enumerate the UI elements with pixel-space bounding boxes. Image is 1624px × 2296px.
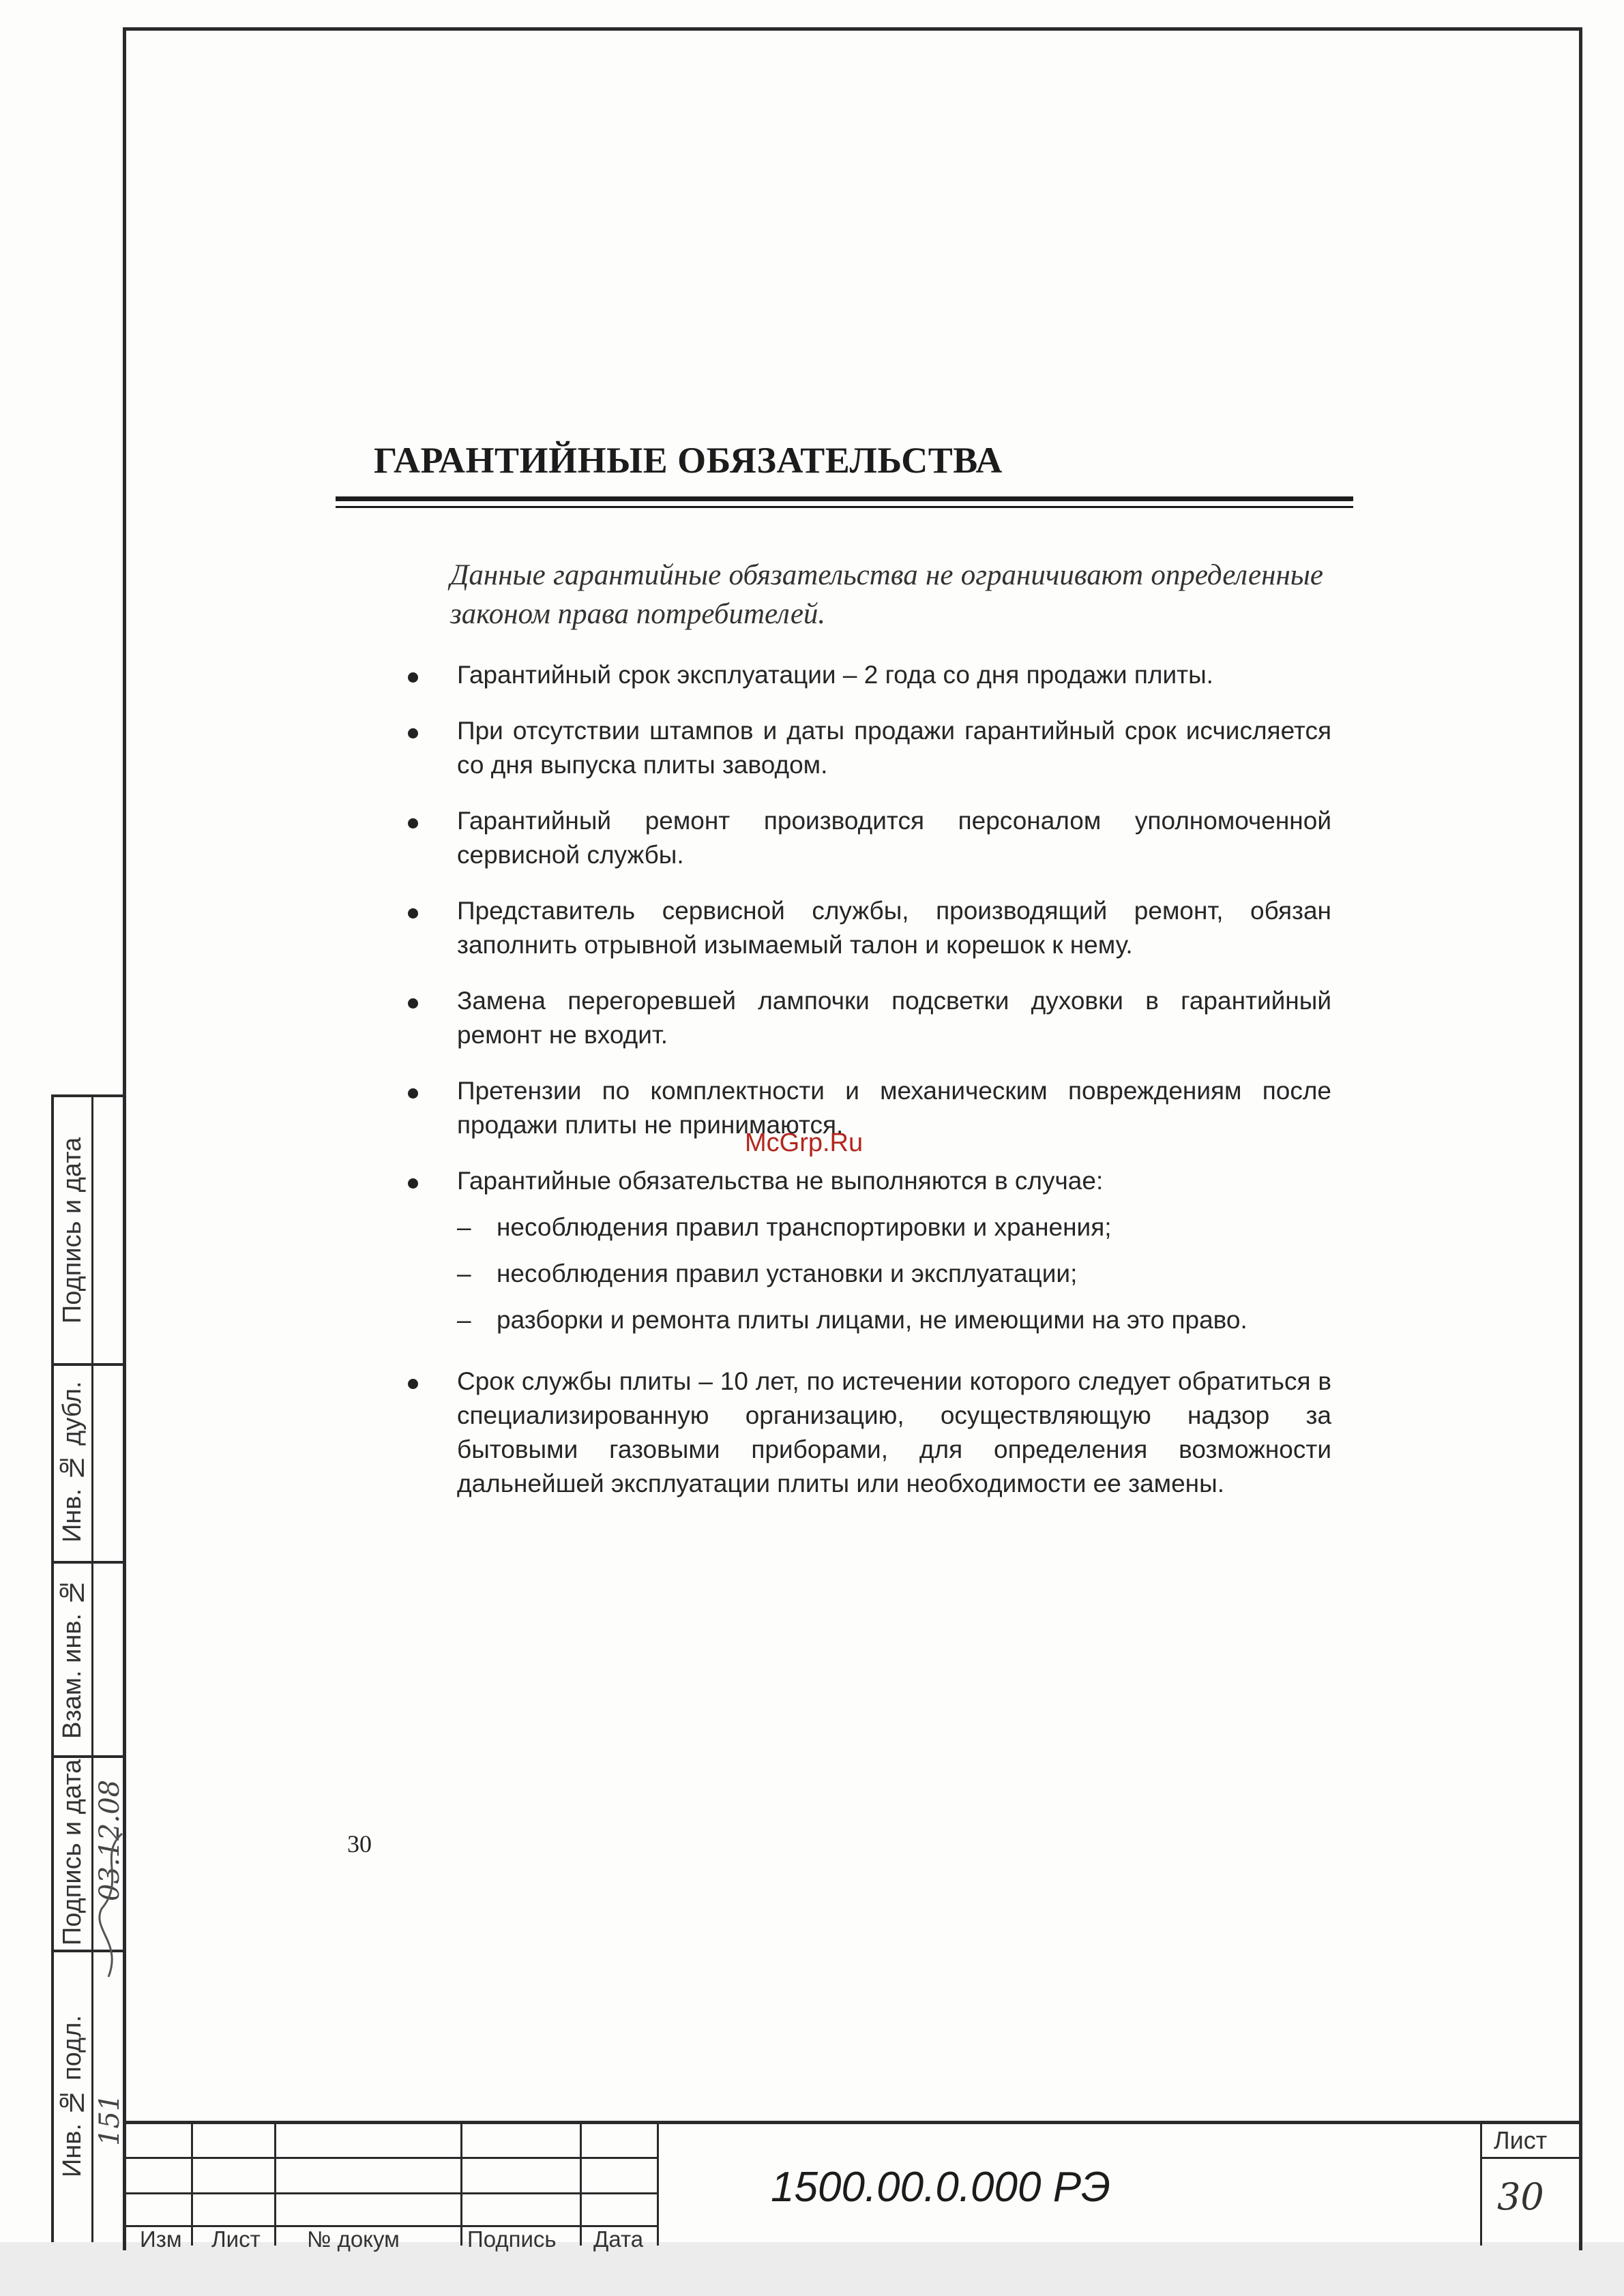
list-item-text: Срок службы плиты – 10 лет, по истечении которого следует обратиться в специализированную организацию, осуществляющую надзор за бытовыми газовыми приборами, для определения возможности дальнейшей эксплуатации плиты или необходимости ее замены. [457, 1367, 1331, 1497]
dash-marker: – [457, 1259, 471, 1287]
intro-paragraph: Данные гарантийные обязательства не ограничивают определенные законом права потребителей. [450, 559, 1323, 630]
list-item-text: Гарантийные обязательства не выполняются в случае: [457, 1167, 1104, 1195]
dash-marker: – [457, 1213, 471, 1241]
title-block-vline [657, 2124, 659, 2246]
side-label-orig-inv: Инв. № подл. [58, 2015, 87, 2177]
bullet-icon [408, 728, 418, 739]
bullet-icon [408, 672, 418, 683]
title-block-hline [126, 2157, 657, 2159]
side-label-dup-inv: Инв. № дубл. [58, 1381, 87, 1543]
handwritten-inv-number: 151 [94, 2093, 126, 2147]
list-item-text: Представитель сервисной службы, производящий ремонт, обязан заполнить отрывной изымаемый талон и корешок к нему. [457, 897, 1331, 959]
title-rule-thin [336, 506, 1353, 508]
sheet-label: Лист [1494, 2126, 1548, 2154]
col-izm: Изм [140, 2226, 182, 2252]
list-item-text: Претензии по комплектности и механическим повреждениям после продажи плиты не принимаются. [457, 1077, 1331, 1139]
list-item [402, 1365, 1331, 1501]
title-block-vline [1480, 2124, 1482, 2246]
list-item [402, 1164, 1331, 1198]
list-item [402, 1074, 1331, 1142]
sub-list-item [402, 1257, 1331, 1291]
title-rule [336, 496, 1353, 501]
sheet-number: 30 [1497, 2175, 1544, 2218]
list-item-text: Гарантийный срок эксплуатации – 2 года со дня продажи плиты. [457, 661, 1213, 689]
list-item [402, 984, 1331, 1052]
dash-marker: – [457, 1306, 471, 1334]
warranty-list [402, 658, 1331, 1501]
col-date: Дата [593, 2226, 644, 2252]
handwritten-date: 03.12.08 [94, 1779, 126, 1902]
bullet-icon [408, 1178, 418, 1189]
list-item-text: Замена перегоревшей лампочки подсветки духовки в гарантийный ремонт не входит. [457, 987, 1331, 1049]
page-title: ГАРАНТИЙНЫЕ ОБЯЗАТЕЛЬСТВА [374, 440, 1003, 481]
bullet-icon [408, 908, 418, 919]
side-stamp-strip [51, 1094, 126, 2242]
col-signature: Подпись [467, 2226, 557, 2252]
bullet-icon [408, 818, 418, 829]
list-item [402, 714, 1331, 782]
sub-list-item-text: разборки и ремонта плиты лицами, не имеющими на это право. [497, 1306, 1247, 1334]
list-item [402, 658, 1331, 692]
bullet-icon [408, 1379, 418, 1389]
list-item [402, 894, 1331, 962]
title-block-hline [1480, 2157, 1582, 2159]
side-label-signature-date: Подпись и дата [58, 1137, 87, 1324]
side-label-signature-date-2: Подпись и дата [58, 1759, 87, 1946]
list-item-text: При отсутствии штампов и даты продажи гарантийный срок исчисляется со дня выпуска плиты заводом. [457, 717, 1331, 779]
bullet-icon [408, 998, 418, 1009]
sub-list-item-text: несоблюдения правил транспортировки и хранения; [497, 1213, 1112, 1241]
col-list: Лист [211, 2226, 261, 2252]
title-block-vline [191, 2124, 193, 2246]
title-block-vline [580, 2124, 582, 2246]
title-block-vline [460, 2124, 462, 2246]
title-block-vline [274, 2124, 276, 2246]
page-number: 30 [347, 1830, 372, 1858]
sub-list-item [402, 1210, 1331, 1244]
side-label-replace-inv: Взам. инв. № [58, 1577, 87, 1739]
list-item-text: Гарантийный ремонт производится персоналом уполномоченной сервисной службы. [457, 807, 1331, 869]
bullet-icon [408, 1088, 418, 1099]
watermark[interactable]: McGrp.Ru [745, 1129, 863, 1157]
sub-list-item [402, 1303, 1331, 1337]
handwritten-signature [95, 1827, 128, 1984]
list-item [402, 804, 1331, 872]
document-number: 1500.00.0.000 РЭ [771, 2164, 1111, 2211]
sub-list-item-text: несоблюдения правил установки и эксплуатации; [497, 1259, 1078, 1287]
title-block-hline [126, 2192, 657, 2194]
col-doc-number: № докум [307, 2226, 400, 2252]
